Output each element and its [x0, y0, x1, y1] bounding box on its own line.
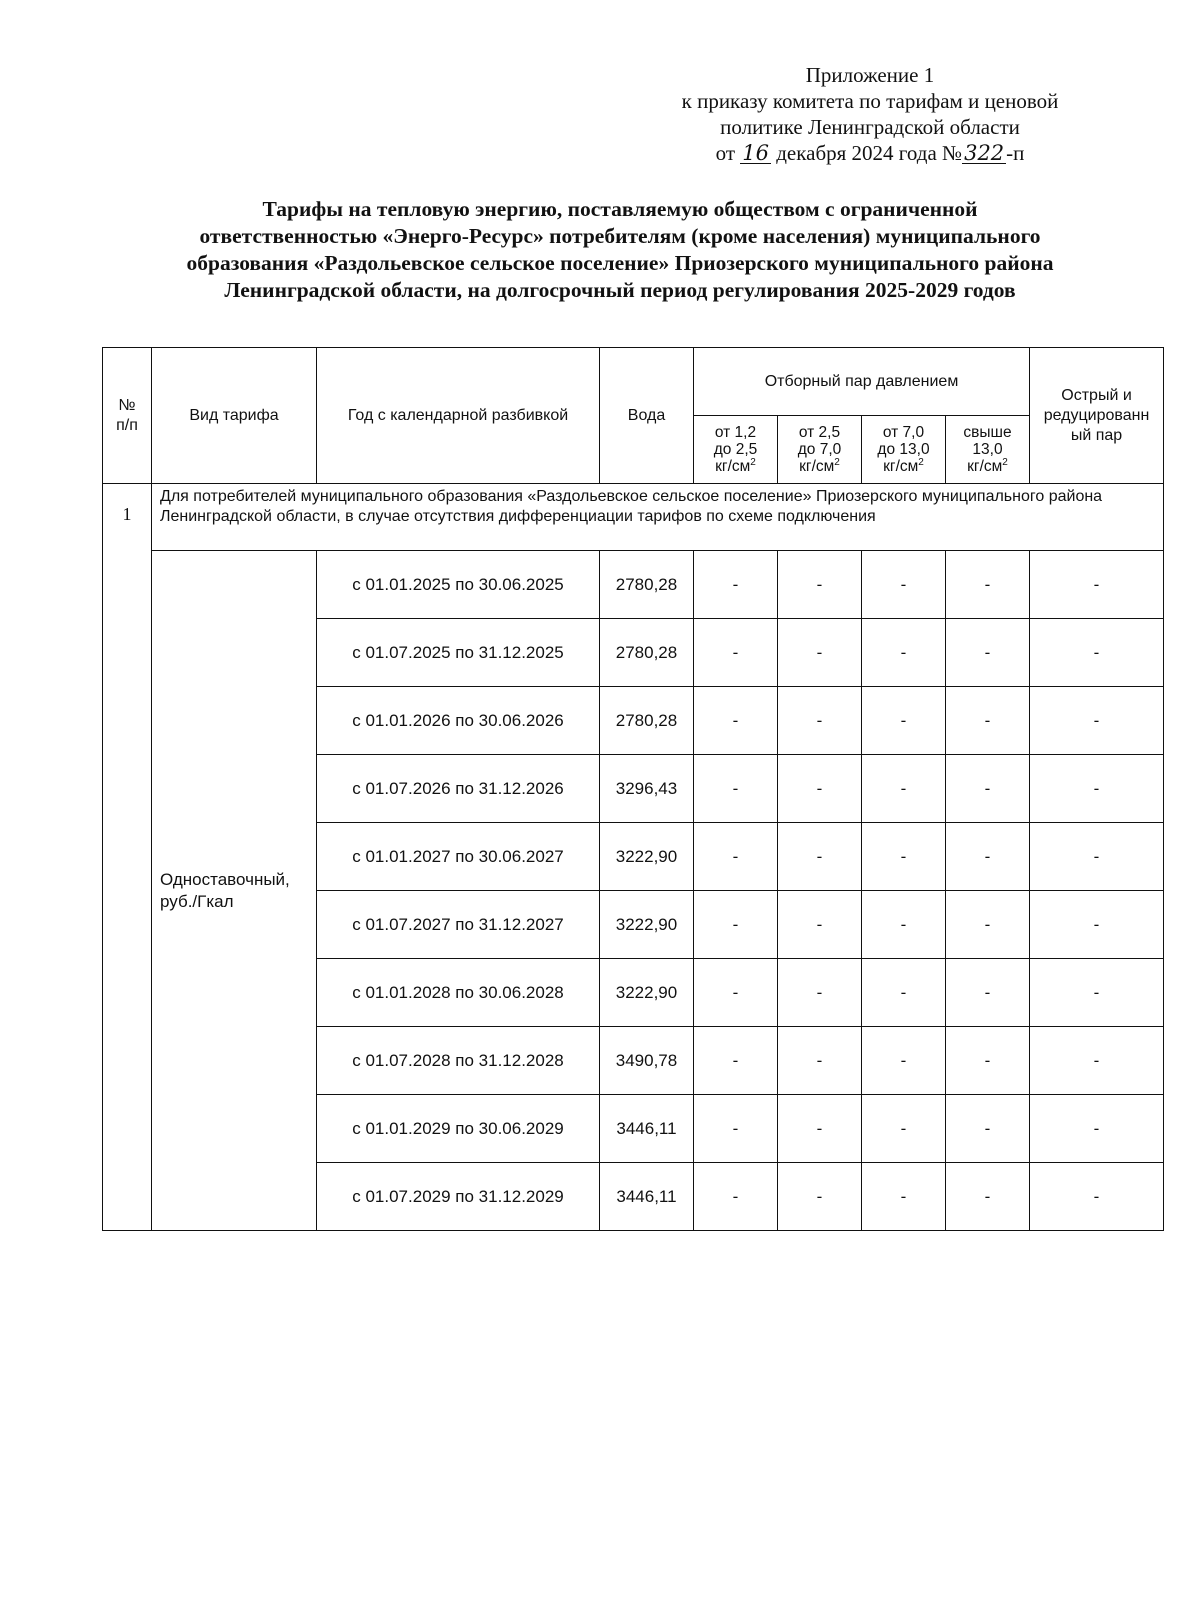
- sub-3-line-2: до 13,0: [877, 441, 930, 458]
- title-line-1: Тарифы на тепловую энергию, поставляемую обществом с ограниченной: [262, 197, 978, 221]
- sub-1-line-2: до 2,5: [713, 441, 758, 458]
- steam-3-value: -: [862, 1163, 946, 1231]
- steam-2-value: -: [778, 1095, 862, 1163]
- header-water: Вода: [600, 348, 694, 484]
- appendix-date-middle: декабря 2024 года №: [776, 141, 963, 165]
- sub-4-unit: кг/см: [967, 458, 1003, 475]
- water-value: 2780,28: [600, 551, 694, 619]
- header-steam: Отборный пар давлением: [694, 348, 1030, 416]
- acute-steam-value: -: [1030, 755, 1164, 823]
- steam-3-value: -: [862, 551, 946, 619]
- steam-1-value: -: [694, 1163, 778, 1231]
- steam-4-value: -: [946, 619, 1030, 687]
- water-value: 3446,11: [600, 1095, 694, 1163]
- header-number-line-2: п/п: [116, 416, 138, 434]
- steam-3-value: -: [862, 687, 946, 755]
- period-cell: с 01.07.2027 по 31.12.2027: [317, 891, 600, 959]
- header-number: [103, 348, 152, 484]
- group-row: [103, 484, 1164, 551]
- sub-2-unit: кг/см: [799, 458, 835, 475]
- period-cell: с 01.01.2027 по 30.06.2027: [317, 823, 600, 891]
- steam-4-value: -: [946, 551, 1030, 619]
- steam-1-value: -: [694, 755, 778, 823]
- water-value: 3446,11: [600, 1163, 694, 1231]
- period-cell: с 01.07.2025 по 31.12.2025: [317, 619, 600, 687]
- header-acute-line-2: редуцированн: [1043, 406, 1150, 424]
- water-value: 2780,28: [600, 619, 694, 687]
- steam-2-value: -: [778, 1163, 862, 1231]
- steam-1-value: -: [694, 1095, 778, 1163]
- appendix-day-handwritten: 16: [742, 141, 769, 165]
- acute-steam-value: -: [1030, 1095, 1164, 1163]
- header-acute-line-1: Острый и: [1061, 386, 1132, 404]
- appendix-date-prefix: от: [715, 141, 735, 165]
- sub-2-unit-exp: 2: [834, 456, 840, 468]
- title-line-2: ответственностью «Энерго-Ресурс» потребителям (кроме населения) муниципального: [199, 224, 1041, 248]
- period-cell: с 01.01.2026 по 30.06.2026: [317, 687, 600, 755]
- steam-2-value: -: [778, 1027, 862, 1095]
- acute-steam-value: -: [1030, 891, 1164, 959]
- header-steam-sub-1: [694, 416, 778, 484]
- appendix-line-2: к приказу комитета по тарифам и ценовой: [681, 89, 1059, 113]
- sub-3-unit: кг/см: [883, 458, 919, 475]
- steam-1-value: -: [694, 1027, 778, 1095]
- sub-2-line-1: от 2,5: [798, 424, 841, 441]
- sub-1-line-3: [694, 458, 777, 475]
- steam-3-value: -: [862, 755, 946, 823]
- appendix-number-suffix: -п: [1006, 141, 1025, 165]
- document-title: [100, 196, 1140, 304]
- steam-1-value: -: [694, 959, 778, 1027]
- steam-1-value: -: [694, 891, 778, 959]
- acute-steam-value: -: [1030, 551, 1164, 619]
- period-cell: с 01.07.2026 по 31.12.2026: [317, 755, 600, 823]
- steam-3-value: -: [862, 823, 946, 891]
- steam-2-value: -: [778, 959, 862, 1027]
- table-row: [103, 551, 1164, 619]
- appendix-header: [560, 62, 1180, 166]
- header-row-top: [103, 348, 1164, 416]
- period-cell: с 01.07.2029 по 31.12.2029: [317, 1163, 600, 1231]
- acute-steam-value: -: [1030, 687, 1164, 755]
- sub-1-line-1: от 1,2: [714, 424, 757, 441]
- steam-3-value: -: [862, 1095, 946, 1163]
- steam-1-value: -: [694, 823, 778, 891]
- acute-steam-value: -: [1030, 823, 1164, 891]
- steam-2-value: -: [778, 619, 862, 687]
- sub-4-line-2: 13,0: [972, 441, 1003, 458]
- appendix-line-1: Приложение 1: [805, 63, 935, 87]
- appendix-line-3: политике Ленинградской области: [720, 115, 1020, 139]
- header-acute-line-3: ый пар: [1070, 426, 1123, 444]
- water-value: 3222,90: [600, 959, 694, 1027]
- sub-1-unit-exp: 2: [750, 456, 756, 468]
- header-acute-steam: [1030, 348, 1164, 484]
- steam-2-value: -: [778, 755, 862, 823]
- group-description: Для потребителей муниципального образования «Раздольевское сельское поселение» Приозерского муниципального района Ленинградской области, в случае отсутствия дифференциации тарифов по схеме подключения: [152, 484, 1164, 551]
- steam-4-value: -: [946, 687, 1030, 755]
- steam-4-value: -: [946, 1027, 1030, 1095]
- acute-steam-value: -: [1030, 619, 1164, 687]
- steam-2-value: -: [778, 687, 862, 755]
- header-year: Год с календарной разбивкой: [317, 348, 600, 484]
- steam-2-value: -: [778, 823, 862, 891]
- acute-steam-value: -: [1030, 1027, 1164, 1095]
- sub-2-line-3: [778, 458, 861, 475]
- tariff-type-line-1: Одноставочный,: [160, 869, 290, 889]
- acute-steam-value: -: [1030, 959, 1164, 1027]
- steam-4-value: -: [946, 823, 1030, 891]
- tariff-type-line-2: руб./Гкал: [160, 891, 234, 911]
- steam-2-value: -: [778, 551, 862, 619]
- water-value: 3222,90: [600, 891, 694, 959]
- steam-3-value: -: [862, 959, 946, 1027]
- water-value: 2780,28: [600, 687, 694, 755]
- title-line-3: образования «Раздольевское сельское поселение» Приозерского муниципального района: [186, 251, 1054, 275]
- sub-2-line-2: до 7,0: [797, 441, 842, 458]
- group-number: 1: [103, 484, 152, 1231]
- steam-4-value: -: [946, 1163, 1030, 1231]
- sub-3-line-3: [862, 458, 945, 475]
- sub-4-line-1: свыше: [963, 424, 1012, 441]
- steam-1-value: -: [694, 619, 778, 687]
- tariff-table: [102, 347, 1164, 1231]
- steam-3-value: -: [862, 891, 946, 959]
- sub-3-line-1: от 7,0: [882, 424, 925, 441]
- period-cell: с 01.07.2028 по 31.12.2028: [317, 1027, 600, 1095]
- sub-4-line-3: [946, 458, 1029, 475]
- steam-4-value: -: [946, 755, 1030, 823]
- steam-4-value: -: [946, 959, 1030, 1027]
- steam-3-value: -: [862, 1027, 946, 1095]
- title-line-4: Ленинградской области, на долгосрочный период регулирования 2025-2029 годов: [224, 278, 1016, 302]
- water-value: 3222,90: [600, 823, 694, 891]
- tariff-type-cell: [152, 551, 317, 1231]
- appendix-number-handwritten: 322: [964, 141, 1005, 165]
- header-tariff-type: Вид тарифа: [152, 348, 317, 484]
- sub-1-unit: кг/см: [715, 458, 751, 475]
- period-cell: с 01.01.2028 по 30.06.2028: [317, 959, 600, 1027]
- steam-3-value: -: [862, 619, 946, 687]
- appendix-line-4: [560, 140, 1180, 166]
- period-cell: с 01.01.2025 по 30.06.2025: [317, 551, 600, 619]
- steam-4-value: -: [946, 1095, 1030, 1163]
- sub-4-unit-exp: 2: [1002, 456, 1008, 468]
- header-number-line-1: №: [118, 396, 136, 414]
- acute-steam-value: -: [1030, 1163, 1164, 1231]
- water-value: 3490,78: [600, 1027, 694, 1095]
- steam-4-value: -: [946, 891, 1030, 959]
- steam-1-value: -: [694, 551, 778, 619]
- header-steam-sub-3: [862, 416, 946, 484]
- header-steam-sub-2: [778, 416, 862, 484]
- water-value: 3296,43: [600, 755, 694, 823]
- period-cell: с 01.01.2029 по 30.06.2029: [317, 1095, 600, 1163]
- header-steam-sub-4: [946, 416, 1030, 484]
- sub-3-unit-exp: 2: [918, 456, 924, 468]
- steam-1-value: -: [694, 687, 778, 755]
- steam-2-value: -: [778, 891, 862, 959]
